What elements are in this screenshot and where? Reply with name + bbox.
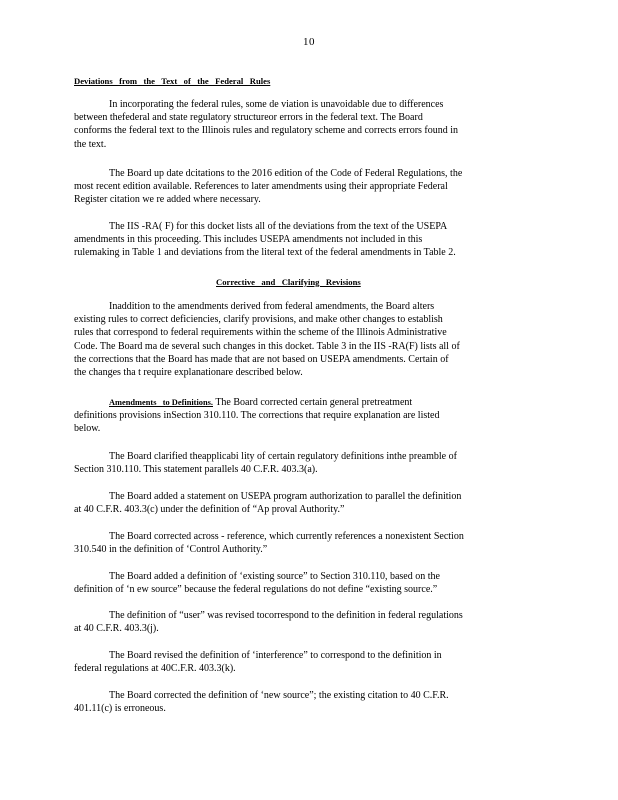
paragraph-line: The Board revised the definition of ‘interference” to correspond to the definition in: [109, 650, 442, 661]
paragraph-7: [74, 490, 540, 516]
paragraph-line: The Board added a definition of ‘existing source” to Section 310.110, based on the: [109, 571, 440, 582]
paragraph-line: Amendments to Definitions. The Board corrected certain general pretreatment: [109, 397, 413, 408]
paragraph-line: conforms the federal text to the Illinois rules and regulatory scheme and corrects errors found in: [74, 125, 459, 137]
section-heading-corrective: Corrective and Clarifying Revisions: [216, 277, 361, 287]
paragraph-line: Code. The Board ma de several such changes in this docket. Table 3 in the IIS -RA(F) lists all of: [74, 340, 460, 352]
paragraph-1: [74, 98, 540, 151]
paragraph-line: definition of ‘n ew source” because the federal regulations do not define “existing source.”: [74, 584, 438, 596]
paragraph-line: the text.: [74, 138, 107, 150]
paragraph-line: the corrections that the Board has made that are not based on USEPA amendments. Certain of: [74, 353, 449, 365]
paragraph-line: existing rules to correct deficiencies, clarify provisions, and make other changes to establish: [74, 314, 443, 326]
paragraph-9: [74, 570, 540, 596]
paragraph-4: [74, 300, 540, 379]
paragraph-line: The Board up date dcitations to the 2016 edition of the Code of Federal Regulations, the: [109, 168, 463, 179]
paragraph-11: [74, 649, 540, 675]
paragraph-line: The IIS -RA( F) for this docket lists all of the deviations from the text of the USEPA: [109, 221, 448, 232]
paragraph-line: Inaddition to the amendments derived from federal amendments, the Board alters: [109, 301, 435, 312]
page-number: 10: [303, 36, 315, 48]
paragraph-line: rules that correspond to federal requirements within the scheme of the Illinois Administrative: [74, 327, 447, 339]
paragraph-line: at 40 C.F.R. 403.3(c) under the definition of “Ap proval Authority.”: [74, 504, 345, 516]
paragraph-line: most recent edition available. References to later amendments using their appropriate Federal: [74, 181, 448, 193]
paragraph-line: The Board corrected the definition of ‘new source”; the existing citation to 40 C.F.R.: [109, 690, 449, 701]
runin-heading-amendments: Amendments to Definitions.: [109, 398, 213, 407]
paragraph-2: [74, 167, 540, 207]
paragraph-5: [74, 396, 540, 436]
paragraph-line: definitions provisions inSection 310.110. The corrections that require explanation are listed: [74, 410, 440, 422]
paragraph-line: below.: [74, 423, 101, 435]
paragraph-line: 310.540 in the definition of ‘Control Authority.”: [74, 544, 268, 556]
paragraph-6: [74, 450, 540, 476]
paragraph-8: [74, 530, 540, 556]
paragraph-line: 401.11(c) is erroneous.: [74, 703, 166, 715]
paragraph-line: In incorporating the federal rules, some de viation is unavoidable due to differences: [109, 99, 444, 110]
paragraph-line: Section 310.110. This statement parallels 40 C.F.R. 403.3(a).: [74, 464, 318, 476]
paragraph-line: The Board corrected across - reference, which currently references a nonexistent Section: [109, 531, 464, 542]
paragraph-line: The Board added a statement on USEPA program authorization to parallel the definition: [109, 491, 462, 502]
paragraph-line: the changes tha t require explanationare described below.: [74, 367, 303, 379]
paragraph-10: [74, 609, 540, 635]
paragraph-line: rulemaking in Table 1 and deviations from the literal text of the federal amendments in Table 2.: [74, 247, 456, 259]
paragraph-line: federal regulations at 40C.F.R. 403.3(k).: [74, 663, 236, 675]
paragraph-line: Register citation we re added where necessary.: [74, 194, 261, 206]
paragraph-line: The Board clarified theapplicabi lity of certain regulatory definitions inthe preamble of: [109, 451, 457, 462]
paragraph-line: amendments in this proceeding. This includes USEPA amendments not included in this: [74, 234, 423, 246]
paragraph-line: at 40 C.F.R. 403.3(j).: [74, 623, 159, 635]
paragraph-line: The definition of “user” was revised tocorrespond to the definition in federal regulations: [109, 610, 463, 621]
section-heading-deviations: Deviations from the Text of the Federal Rules: [74, 76, 271, 86]
paragraph-12: [74, 689, 540, 715]
paragraph-line: between thefederal and state regulatory structureor errors in the federal text. The Board: [74, 112, 423, 124]
paragraph-3: [74, 220, 540, 260]
